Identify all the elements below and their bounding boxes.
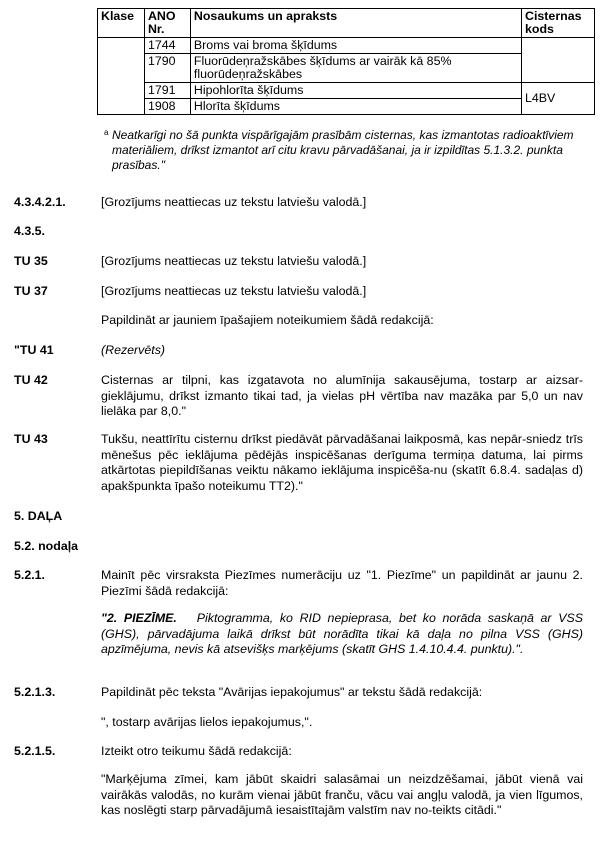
header-nosaukums: Nosaukums un apraksts xyxy=(190,9,521,38)
item-number: TU 43 xyxy=(14,432,48,446)
footnote-mark: a xyxy=(104,128,109,137)
item-text: Izteikt otro teikumu šādā redakcijā: xyxy=(101,744,292,758)
note-2-text xyxy=(101,611,583,658)
name-cell: Fluorūdeņražskābes šķīdums ar vairāk kā 85% fluorūdeņražskābes xyxy=(190,54,521,83)
klase-cell xyxy=(98,38,145,115)
table-row xyxy=(98,83,595,99)
table-row xyxy=(98,54,595,83)
item-text: Papildināt pēc teksta "Avārijas iepakojumus" ar tekstu šādā redakcijā: xyxy=(101,685,483,699)
code-cell-empty xyxy=(522,38,595,83)
name-cell: Hlorīta šķīdums xyxy=(190,99,521,115)
ano-cell: 1791 xyxy=(144,83,190,99)
header-ano: ANO Nr. xyxy=(144,9,190,38)
item-number: 5.2.1.5. xyxy=(14,744,56,758)
item-text: [Grozījums neattiecas uz tekstu latviešu valodā.] xyxy=(101,284,367,298)
ano-cell: 1790 xyxy=(144,54,190,83)
table-row xyxy=(98,99,595,115)
item-text: "Marķējuma zīmei, kam jābūt skaidri salasāmai un neizdzēšamai, jābūt vienā vai vairākās valodās, no kurām vienai jābūt franču, vācu vai angļu valodā, ja vien līgumos, kas noslēgti starp pārvadājumā iesaistītajām valstīm nav no-teikts citādi." xyxy=(101,772,583,817)
item-number: "TU 41 xyxy=(14,343,54,357)
header-cisternas-kods: Cisternas kods xyxy=(522,9,595,38)
section-heading: 5. DAĻA xyxy=(14,509,63,523)
item-text: Mainīt pēc virsraksta Piezīmes numerāciju uz "1. Piezīme" un papildināt ar jaunu 2. Piezīmi šādā redakcijā: xyxy=(101,568,583,598)
tank-code-table xyxy=(97,8,595,115)
header-klase: Klase xyxy=(98,9,145,38)
item-text: (Rezervēts) xyxy=(101,343,166,357)
item-number: 4.3.4.2.1. xyxy=(14,195,66,209)
item-text: Cisternas ar tilpni, kas izgatavota no alumīnija sakausējuma, tostarp ar aizsar-gieklājumu, drīkst izmanto tikai tad, ja vielas pH vērtība nav mazāka par 5,0 un nav lielāka par 8,0." xyxy=(101,373,583,418)
item-number: TU 37 xyxy=(14,284,48,298)
item-text: Papildināt ar jauniem īpašajiem noteikumiem šādā redakcijā: xyxy=(101,313,434,327)
note-2-label: "2. PIEZĪME. xyxy=(101,611,177,625)
name-cell: Broms vai broma šķīdums xyxy=(190,38,521,54)
item-text: [Grozījums neattiecas uz tekstu latviešu valodā.] xyxy=(101,195,367,209)
chapter-heading: 5.2. nodaļa xyxy=(14,539,79,553)
item-number: 5.2.1.3. xyxy=(14,685,56,699)
item-number: TU 42 xyxy=(14,373,48,387)
table-footnote xyxy=(104,128,588,173)
ano-cell: 1908 xyxy=(144,99,190,115)
ano-cell: 1744 xyxy=(144,38,190,54)
table-header-row xyxy=(98,9,595,38)
item-number: 5.2.1. xyxy=(14,568,46,582)
item-number: 4.3.5. xyxy=(14,224,46,238)
item-text: Tukšu, neattīrītu cisternu drīkst piedāvāt pārvadāšanai laikposmā, kas nepār-sniedz trīs mēnešus pēc ieklājuma pēdējās inspicēšanas derīguma termiņa datuma, lai pirms atkārtotas piepildīšanas veiktu nākamo ieklājuma inspicēša-nu (skatīt 6.8.4. sadaļas d) apakšpunkta īpašo noteikumu TT2)." xyxy=(101,432,583,493)
item-number: TU 35 xyxy=(14,254,48,268)
item-text: [Grozījums neattiecas uz tekstu latviešu valodā.] xyxy=(101,254,367,268)
note-2-body: Piktogramma, ko RID nepieprasa, bet ko norāda saskaņā ar VSS (GHS), pārvadājuma laikā drīkst būt norādīta tikai kā daļa no pilna VSS (GHS) apzīmējuma, nevis kā atsevišķs marķējums (skatīt GHS 1.4.10.4.4. punktu).". xyxy=(101,611,583,656)
table-row xyxy=(98,38,595,54)
item-text: ", tostarp avārijas lielos iepakojumus,". xyxy=(101,715,313,729)
code-cell: L4BV xyxy=(522,83,595,115)
footnote-text: Neatkarīgi no šā punkta vispārīgajām prasībām cisternas, kas izmantotas radioaktīviem materiāliem, drīkst izmantot arī citu kravu pārvadāšanai, ja ir izpildītas 5.1.3.2. punkta prasības." xyxy=(112,128,574,172)
name-cell: Hipohlorīta šķīdums xyxy=(190,83,521,99)
